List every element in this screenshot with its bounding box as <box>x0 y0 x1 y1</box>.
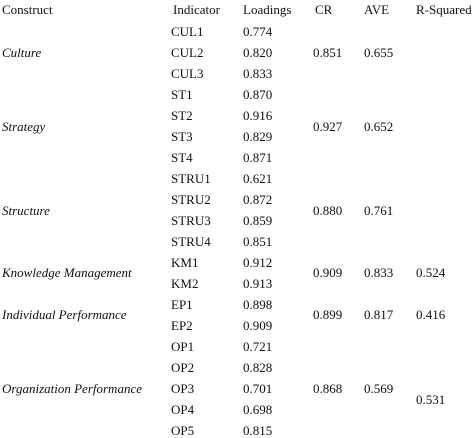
construct-name: Structure <box>2 203 50 218</box>
loading-cell: 0.820 <box>243 45 273 60</box>
r-squared-cell: 0.524 <box>416 265 446 280</box>
loading-cell: 0.898 <box>243 297 273 312</box>
loading-cell: 0.872 <box>243 192 273 207</box>
ave-cell: 0.655 <box>364 45 394 60</box>
indicator-cell: KM1 <box>171 255 199 270</box>
indicator-cell: CUL1 <box>171 24 204 39</box>
cr-cell: 0.927 <box>313 119 343 134</box>
indicator-cell: KM2 <box>171 276 199 291</box>
cr-cell: 0.851 <box>313 45 343 60</box>
r-squared-cell: 0.416 <box>416 307 446 322</box>
loading-cell: 0.909 <box>243 318 273 333</box>
indicator-cell: CUL3 <box>171 66 204 81</box>
cr-cell: 0.880 <box>313 203 343 218</box>
indicator-cell: OP2 <box>171 360 195 375</box>
ave-cell: 0.817 <box>364 307 394 322</box>
ave-cell: 0.761 <box>364 203 394 218</box>
loading-cell: 0.815 <box>243 423 273 438</box>
cr-cell: 0.899 <box>313 307 343 322</box>
loading-cell: 0.828 <box>243 360 273 375</box>
ave-cell: 0.833 <box>364 265 394 280</box>
indicator-cell: ST4 <box>171 150 193 165</box>
cr-cell: 0.909 <box>313 265 343 280</box>
loading-cell: 0.913 <box>243 276 273 291</box>
construct-name: Individual Performance <box>2 307 127 322</box>
header-ave: AVE <box>364 2 390 17</box>
indicator-cell: OP1 <box>171 339 195 354</box>
loading-cell: 0.833 <box>243 66 273 81</box>
construct-name: Organization Performance <box>2 381 142 396</box>
header-indicator: Indicator <box>173 2 220 17</box>
loading-cell: 0.912 <box>243 255 273 270</box>
header-loadings: Loadings <box>243 2 292 17</box>
indicator-cell: EP2 <box>171 318 193 333</box>
header-construct: Construct <box>2 2 53 17</box>
loading-cell: 0.829 <box>243 129 273 144</box>
loading-cell: 0.916 <box>243 108 273 123</box>
loading-cell: 0.774 <box>243 24 273 39</box>
r-squared-cell: 0.531 <box>416 392 446 407</box>
construct-name: Culture <box>2 45 42 60</box>
indicator-cell: OP3 <box>171 381 195 396</box>
loading-cell: 0.621 <box>243 171 273 186</box>
loading-cell: 0.701 <box>243 381 273 396</box>
construct-name: Knowledge Management <box>2 265 132 280</box>
indicator-cell: STRU3 <box>171 213 211 228</box>
indicator-cell: CUL2 <box>171 45 204 60</box>
header-r-squared: R-Squared <box>416 2 472 17</box>
loading-cell: 0.859 <box>243 213 273 228</box>
indicator-cell: ST3 <box>171 129 193 144</box>
ave-cell: 0.569 <box>364 381 394 396</box>
indicator-cell: STRU2 <box>171 192 211 207</box>
indicator-cell: STRU4 <box>171 234 211 249</box>
indicator-cell: ST1 <box>171 87 193 102</box>
loading-cell: 0.851 <box>243 234 273 249</box>
loading-cell: 0.870 <box>243 87 273 102</box>
indicator-cell: OP5 <box>171 423 195 438</box>
loading-cell: 0.698 <box>243 402 273 417</box>
ave-cell: 0.652 <box>364 119 394 134</box>
cr-cell: 0.868 <box>313 381 343 396</box>
indicator-cell: ST2 <box>171 108 193 123</box>
loading-cell: 0.871 <box>243 150 273 165</box>
construct-name: Strategy <box>2 119 46 134</box>
loading-cell: 0.721 <box>243 339 273 354</box>
indicator-cell: EP1 <box>171 297 193 312</box>
indicator-cell: STRU1 <box>171 171 211 186</box>
indicator-cell: OP4 <box>171 402 195 417</box>
header-cr: CR <box>315 2 333 17</box>
